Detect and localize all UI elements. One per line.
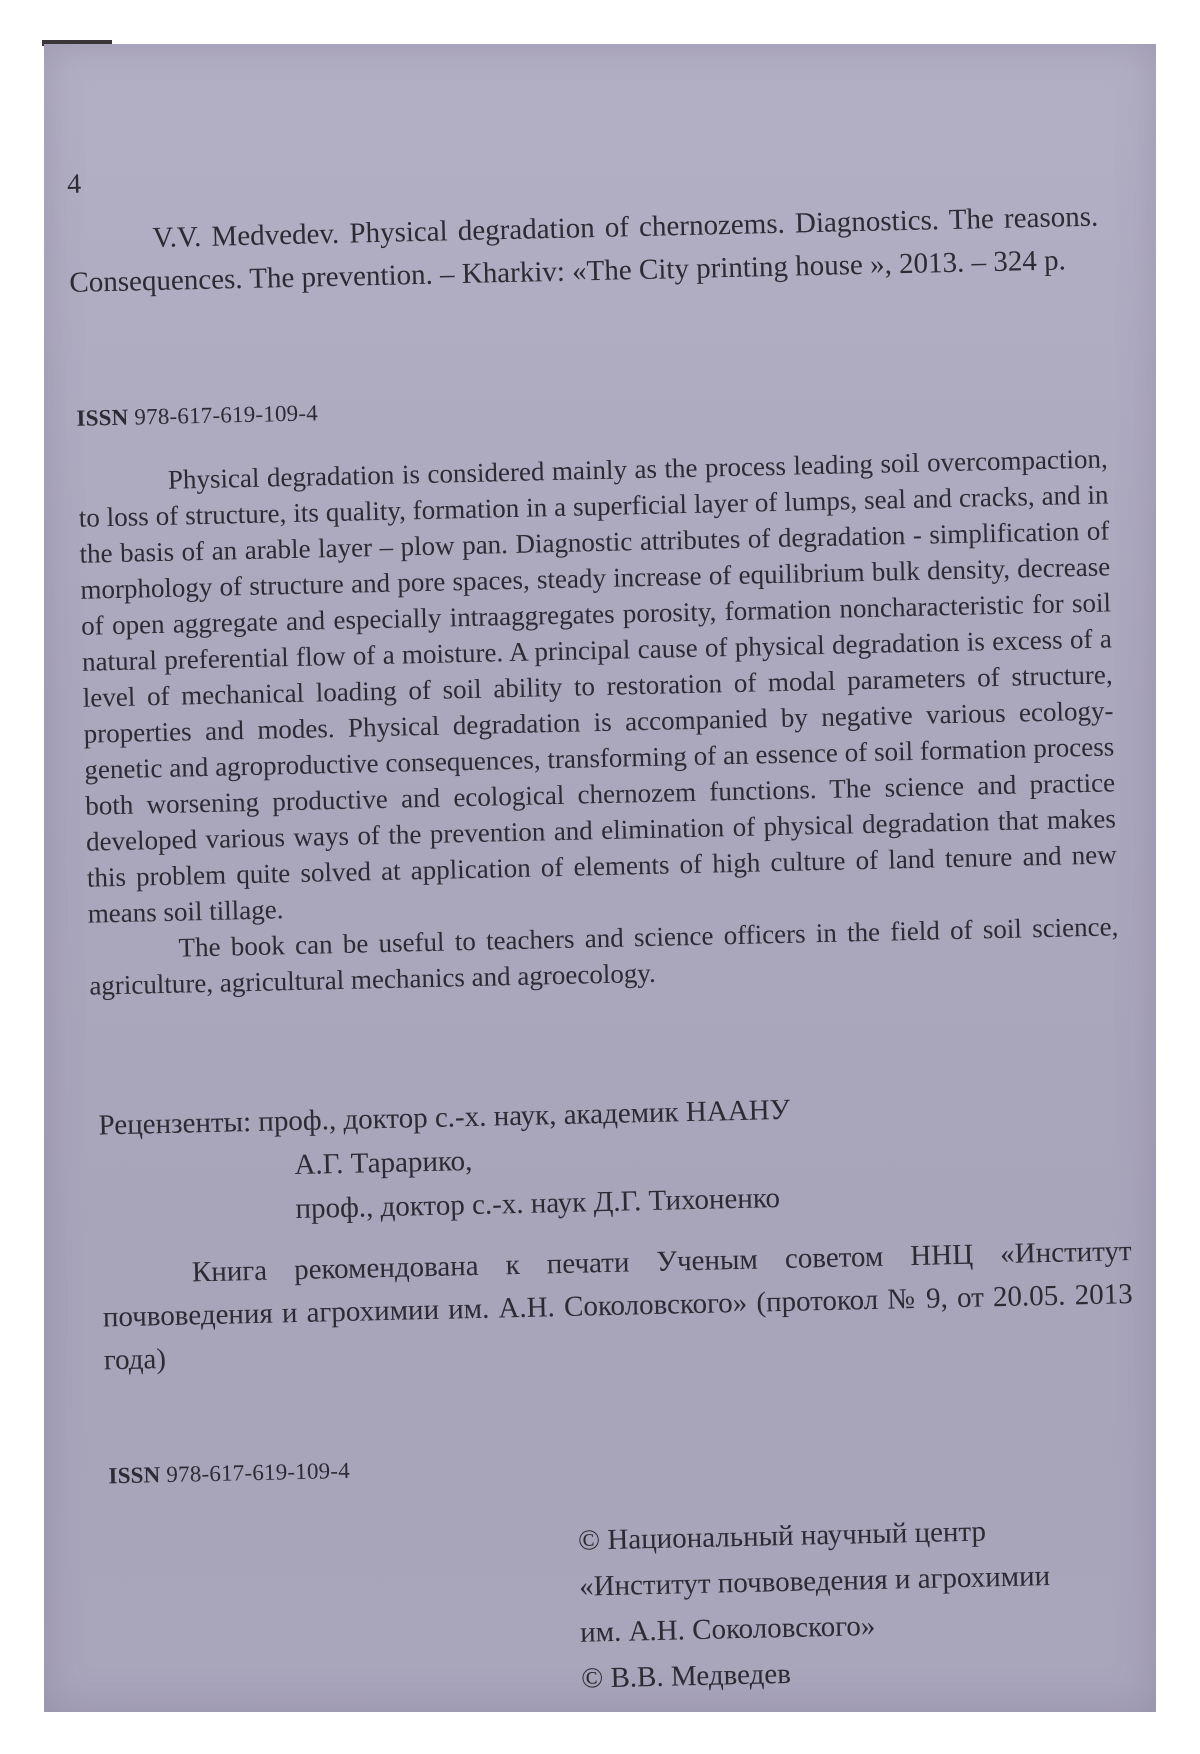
issn-bottom — [108, 1458, 350, 1489]
issn-value: 978-617-619-109-4 — [166, 1457, 351, 1488]
issn-top — [76, 400, 318, 431]
bibliographic-citation: V.V. Medvedev. Physical degradation of chernozems. Diagnostics. The reasons. Consequences. The prevention. – Kharkiv: «The City printing house », 2013. – 324 p. — [69, 200, 1099, 299]
abstract-paragraph: The book can be useful to teachers and science officers in the field of soil science, agriculture, agricultural mechanics and agroecology. — [89, 911, 1119, 1001]
publication-recommendation: Книга рекомендована к печати Ученым советом ННЦ «Институт почвоведения и агрохимии им. А.Н. Соколовского» (протокол № 9, от 20.05. 2013 года) — [102, 1235, 1133, 1377]
abstract-paragraph: Physical degradation is considered mainly as the process leading soil overcompaction, to loss of structure, its quality, formation in a superficial layer of lumps, seal and cracks, and in the basis of an arable layer – plow pan. Diagnostic attributes of degradation - simplification of morphology of structure and pore spaces, steady increase of equilibrium bulk density, decrease of open aggregate and especially intraaggregates porosity, formation noncharacteristic for soil natural preferential flow of a moisture. A principal cause of physical degradation is excess of a level of mechanical loading of soil ability to restoration of modal parameters of structure, properties and modes. Physical degradation is accompanied by negative various ecology-genetic and agroproductive consequences, transforming of an essence of soil formation process both worsening productive and ecological chernozem functions. The science and practice developed various ways of the prevention and elimination of physical degradation that makes this problem quite solved at application of elements of high culture of land tenure and new means soil tillage. — [78, 443, 1117, 929]
copyright-line: им. А.Н. Соколовского» — [579, 1610, 876, 1649]
issn-label: ISSN — [76, 404, 129, 431]
copyright-line: «Институт почвоведения и агрохимии — [578, 1560, 1051, 1603]
reviewers-line: Рецензенты: проф., доктор с.-х. наук, академик НААНУ — [98, 1093, 791, 1142]
book-page — [44, 44, 1156, 1712]
issn-label: ISSN — [108, 1462, 161, 1489]
page-number: 4 — [66, 168, 82, 200]
copyright-line: © В.В. Медведев — [580, 1657, 792, 1695]
reviewers — [98, 1080, 1131, 1235]
reviewers-line: проф., доктор с.-х. наук Д.Г. Тихоненко — [295, 1182, 781, 1226]
issn-value: 978-617-619-109-4 — [134, 400, 319, 430]
reviewers-line: А.Г. Тарарико, — [294, 1145, 473, 1182]
abstract — [78, 440, 1120, 1003]
copyright-line: © Национальный научный центр — [577, 1515, 987, 1557]
copyright-block — [578, 1505, 1142, 1702]
